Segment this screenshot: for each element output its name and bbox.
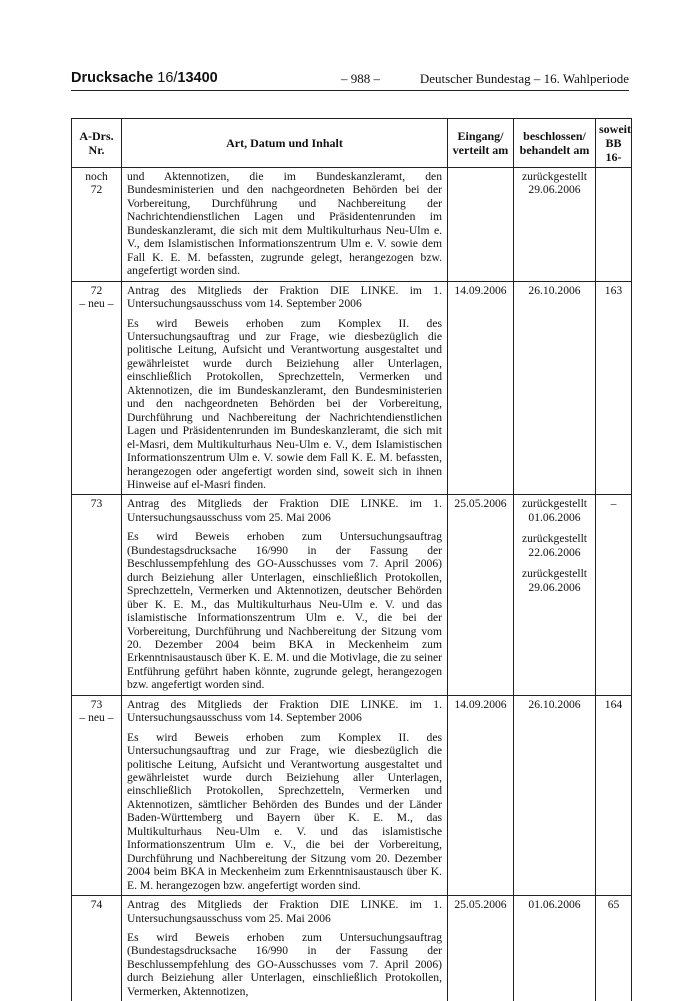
header-art: Art, Datum und Inhalt xyxy=(122,119,448,168)
row-content xyxy=(122,168,448,282)
row-beschlossen: 26.10.2006 xyxy=(514,281,596,495)
publisher: Deutscher Bundestag – 16. Wahlperiode xyxy=(419,71,629,86)
table-row xyxy=(72,168,632,282)
row-title: Antrag des Mitglieds der Fraktion DIE LINKE. im 1. Untersuchungsausschuss vom 14. September 2006 xyxy=(127,283,442,311)
row-eingang: 14.09.2006 xyxy=(448,695,514,895)
row-number: 72 – neu – xyxy=(72,281,122,495)
drucksache-id: 13400 xyxy=(177,70,218,86)
row-title: Antrag des Mitglieds der Fraktion DIE LINKE. im 1. Untersuchungsausschuss vom 25. Mai 2006 xyxy=(127,497,442,524)
table-row xyxy=(72,495,632,695)
page-number: – 988 – xyxy=(341,71,380,86)
row-number: 73 – neu – xyxy=(72,695,122,895)
row-eingang xyxy=(448,168,514,282)
header-nr: A-Drs. Nr. xyxy=(72,119,122,168)
row-content xyxy=(122,695,448,895)
row-beschlossen: zurückgestellt 01.06.2006 zurückgestellt 22.06.2006 zurückgestellt 29.06.2006 xyxy=(514,495,596,695)
page-header xyxy=(71,68,629,91)
row-body: und Aktennotizen, die im Bundeskanzleramt, den Bundesministerien und den nachgeordneten Behörden bei der Vorbereitung, Durchführung und Nachbereitung der Nachrichtendienstlichen Lagen und Präsidentenrunden im Bundeskanzleramt, die sich mit dem Multikulturhaus Neu-Ulm e. V., dem Islamistischen Informationszentrum Ulm e. V. sowie dem Fall K. E. M. befassten, zugrunde gelegt, herangezogen bzw. angefertigt worden sind. xyxy=(127,170,442,278)
row-number: 74 xyxy=(72,896,122,1001)
row-title: Antrag des Mitglieds der Fraktion DIE LINKE. im 1. Untersuchungsausschuss vom 25. Mai 2006 xyxy=(127,898,442,925)
table-row xyxy=(72,281,632,495)
row-soweit: 65 xyxy=(596,896,632,1001)
row-body: Es wird Beweis erhoben zum Komplex II. des Untersuchungsauftrag und zur Frage, wie diesbezüglich die politische Leitung, Aufsicht und Verantwortung ausgestaltet und gewährleistet wurde durch Beiziehung aller Unterlagen, einschließlich Protokollen, Sprechzetteln, Vermerken und Aktennotizen, die im Bundeskanzleramt, den Bundesministerien und den nachgeordneten Behörden bei der Vorbereitung, Durchführung und Nachbereitung der Nachrichtendienstlichen Lagen und Präsidentenrunden im Bundeskanzleramt, die sich mit el-Masri, dem Multikulturhaus Neu-Ulm e. V., dem Islamistischen Informationszentrum Ulm e. V. sowie dem Fall K. E. M. befassten, herangezogen oder angefertigt worden sind, soweit sich in ihnen Hinweise auf el-Masri finden. xyxy=(127,316,442,491)
table-row xyxy=(72,695,632,895)
row-beschlossen: 26.10.2006 xyxy=(514,695,596,895)
row-title: Antrag des Mitglieds der Fraktion DIE LINKE. im 1. Untersuchungsausschuss vom 14. September 2006 xyxy=(127,697,442,725)
drucksache-label: Drucksache xyxy=(71,70,154,86)
row-body: Es wird Beweis erhoben zum Untersuchungsauftrag (Bundestagsdrucksache 16/990 in der Fassung der Beschlussempfehlung des GO-Ausschusses vom 7. April 2006) durch Beiziehung aller Unterlagen, einschließlich Protokollen, Vermerken, Aktennotizen, xyxy=(127,931,442,998)
row-eingang: 25.05.2006 xyxy=(448,896,514,1001)
row-soweit: 164 xyxy=(596,695,632,895)
row-content xyxy=(122,495,448,695)
row-soweit xyxy=(596,168,632,282)
drucksache-period: 16/ xyxy=(157,70,178,86)
row-body: Es wird Beweis erhoben zum Komplex II. des Untersuchungsauftrag und zur Frage, wie diesbezüglich die politische Leitung, Aufsicht und Verantwortung ausgestaltet und gewährleistet wurde durch Beiziehung aller Unterlagen, einschließlich Protokollen, Sprechzetteln, Vermerken und Aktennotizen, sämtlicher Behörden des Bundes und der Länder Baden-Württemberg und Bayern über K. E. M., das Multikulturhaus Neu-Ulm e. V. und das islamistische Informationszentrum Ulm e. V., die bei der Vorbereitung, Durchführung und Nachbereitung der Sitzung vom 20. Dezember 2004 beim BKA in Meckenheim zum Erkenntnisaustausch über K. E. M. herangezogen bzw. angefertigt worden sind. xyxy=(127,730,442,892)
row-number: 73 xyxy=(72,495,122,695)
table-header-row xyxy=(72,119,632,168)
row-beschlossen: zurückgestellt 29.06.2006 xyxy=(514,168,596,282)
header-soweit: soweit BB 16- xyxy=(596,119,632,168)
drucksache-number xyxy=(71,70,218,86)
table-row xyxy=(72,896,632,1001)
row-body: Es wird Beweis erhoben zum Untersuchungsauftrag (Bundestagsdrucksache 16/990 in der Fassung der Beschlussempfehlung des GO-Ausschusses vom 7. April 2006) durch Beiziehung aller Unterlagen, einschließlich Protokollen, Sprechzetteln, Vermerken und Aktennotizen, deutscher Behörden über K. E. M., das Multikulturhaus Neu-Ulm e. V. und das islamistische Informationszentrum Ulm e. V., die bei der Vorbereitung, Durchführung und Nachbereitung der Sitzung vom 20. Dezember 2004 beim BKA in Meckenheim zum Erkenntnisaustausch über K. E. M. und die Motivlage, die zu seiner Entführung geführt haben könnte, zugrunde gelegt, herangezogen bzw. angefertigt worden sind. xyxy=(127,530,442,692)
row-eingang: 14.09.2006 xyxy=(448,281,514,495)
proceedings-table xyxy=(71,118,632,1001)
row-number: noch 72 xyxy=(72,168,122,282)
header-eingang: Eingang/ verteilt am xyxy=(448,119,514,168)
row-soweit: – xyxy=(596,495,632,695)
header-beschlossen: beschlossen/ behandelt am xyxy=(514,119,596,168)
row-content xyxy=(122,896,448,1001)
row-soweit: 163 xyxy=(596,281,632,495)
row-content xyxy=(122,281,448,495)
row-eingang: 25.05.2006 xyxy=(448,495,514,695)
row-beschlossen: 01.06.2006 xyxy=(514,896,596,1001)
